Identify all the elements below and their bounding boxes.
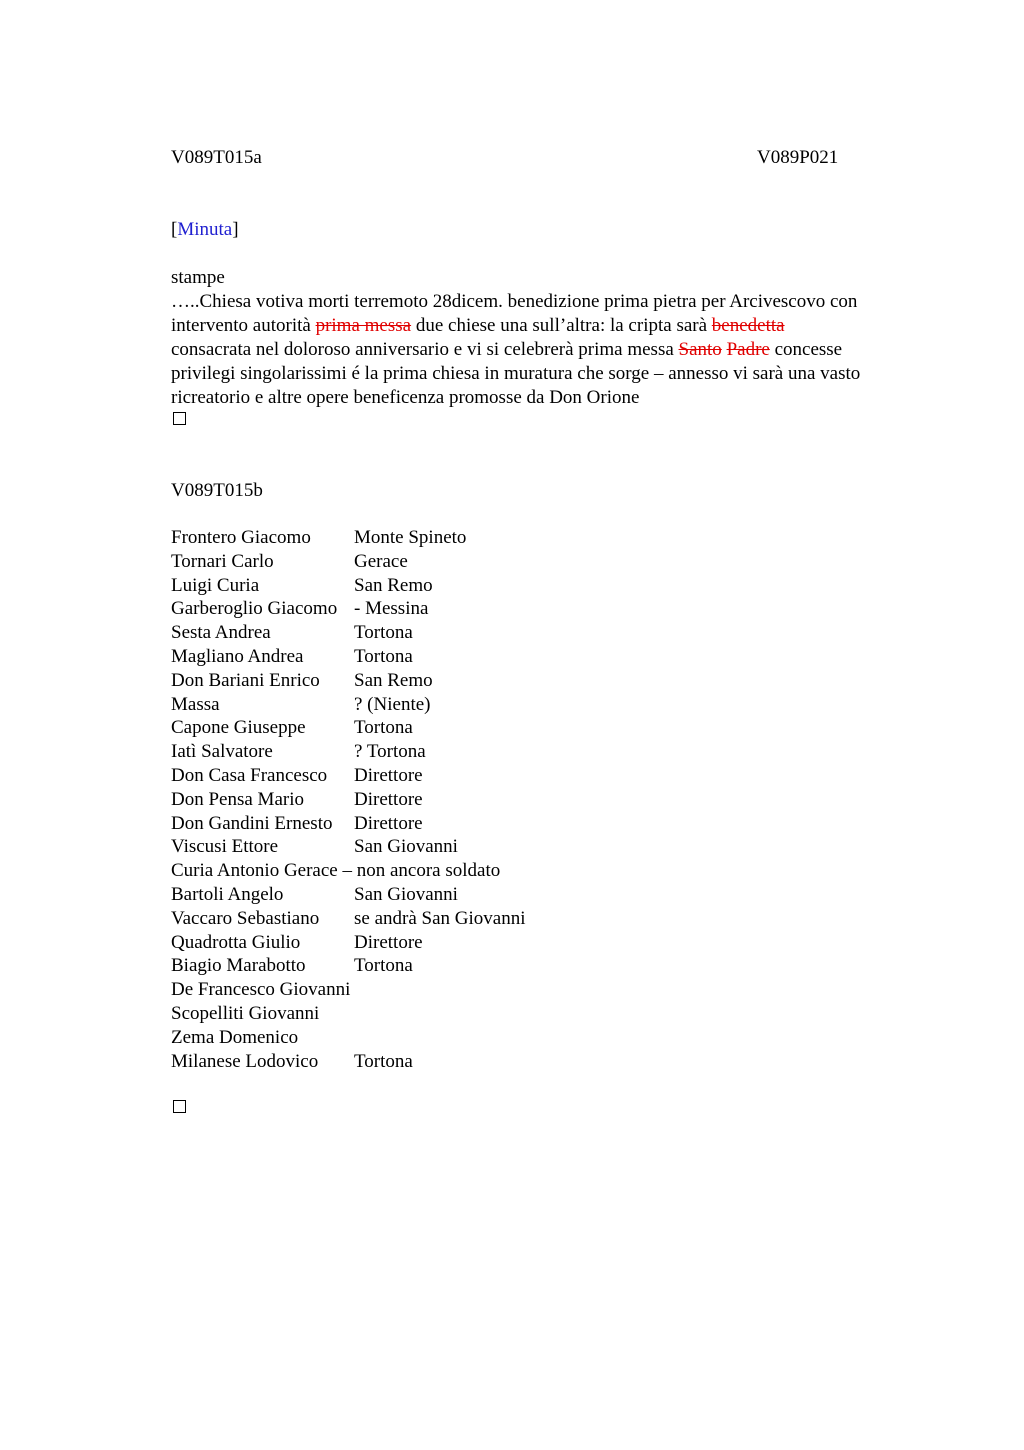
- deleted-text: prima messa: [315, 315, 412, 336]
- list-item-place: San Remo: [354, 574, 433, 596]
- document-code-right: V089P021: [757, 147, 839, 168]
- list-item-name: Luigi Curia: [171, 574, 260, 596]
- list-item-name: Frontero Giacomo: [171, 527, 311, 548]
- paragraph-line: [171, 314, 785, 338]
- list-item-name: Don Pensa Mario: [171, 788, 304, 810]
- list-item-place: - Messina: [354, 598, 429, 620]
- list-item-name: Bartoli Angelo: [171, 884, 284, 905]
- list-item-name: Tornari Carlo: [171, 550, 274, 572]
- list-item-name: Viscusi Ettore: [171, 836, 279, 858]
- minuta-label: [171, 218, 239, 242]
- list-item-name: Scopelliti Giovanni: [171, 1003, 320, 1024]
- deleted-text: benedetta: [711, 315, 785, 336]
- paragraph-line: [171, 338, 842, 362]
- bracket-close: ]: [232, 219, 239, 240]
- list-item-place: San Remo: [354, 669, 433, 691]
- list-item-place: Direttore: [354, 812, 423, 834]
- list-item-name: Curia Antonio Gerace – non ancora soldato: [171, 860, 501, 882]
- list-item-name: Don Bariani Enrico: [171, 669, 320, 691]
- square-glyph-icon: [173, 1100, 186, 1113]
- list-item-place: se andrà San Giovanni: [354, 907, 526, 929]
- document-code-left: V089T015a: [171, 147, 262, 168]
- deleted-text: Padre: [726, 339, 770, 360]
- bracket-open: [: [171, 219, 178, 240]
- list-item-name: Milanese Lodovico: [171, 1050, 319, 1072]
- list-item-name: Sesta Andrea: [171, 622, 271, 644]
- list-item-name: Iatì Salvatore: [171, 741, 273, 763]
- list-item-place: Tortona: [354, 717, 413, 739]
- list-item-place: Tortona: [354, 955, 413, 977]
- list-item-place: Monte Spineto: [354, 527, 467, 548]
- list-item-place: Direttore: [354, 765, 423, 786]
- list-item-place: Tortona: [354, 622, 413, 644]
- list-item-name: Garberoglio Giacomo: [171, 598, 338, 620]
- list-item-name: Don Casa Francesco: [171, 765, 328, 786]
- list-item-name: Zema Domenico: [171, 1026, 299, 1048]
- section-code: V089T015b: [171, 480, 263, 501]
- list-item-name: Vaccaro Sebastiano: [171, 907, 320, 929]
- list-item-place: Gerace: [354, 550, 408, 572]
- list-item-name: Quadrotta Giulio: [171, 931, 301, 953]
- list-item-place: San Giovanni: [354, 836, 458, 858]
- list-item-name: Biagio Marabotto: [171, 955, 306, 977]
- text-span: intervento autorità: [171, 315, 316, 336]
- text-span: due chiese una sull’altra: la cripta sarà: [411, 315, 712, 336]
- paragraph-line: privilegi singolarissimi é la prima chiesa in muratura che sorge – annesso vi sarà una vasto: [171, 363, 861, 384]
- list-item-name: Massa: [171, 693, 220, 715]
- section-heading: stampe: [171, 267, 225, 288]
- minuta-link[interactable]: Minuta: [177, 219, 233, 240]
- square-glyph-icon: [173, 412, 186, 425]
- deleted-text: Santo: [678, 339, 722, 360]
- list-item-place: Direttore: [354, 931, 423, 953]
- text-span: concesse: [769, 339, 843, 360]
- list-item-name: De Francesco Giovanni: [171, 979, 351, 1001]
- list-item-place: ? Tortona: [354, 741, 426, 763]
- list-item-place: Tortona: [354, 1050, 413, 1072]
- paragraph-line: …..Chiesa votiva morti terremoto 28dicem. benedizione prima pietra per Arcivescovo con: [171, 291, 858, 312]
- paragraph-line: ricreatorio e altre opere beneficenza promosse da Don Orione: [171, 387, 640, 408]
- list-item-name: Capone Giuseppe: [171, 717, 306, 739]
- list-item-place: ? (Niente): [354, 693, 431, 715]
- list-item-name: Don Gandini Ernesto: [171, 812, 333, 834]
- list-item-place: Direttore: [354, 788, 423, 810]
- list-item-place: San Giovanni: [354, 884, 458, 905]
- text-span: consacrata nel doloroso anniversario e vi si celebrerà prima messa: [171, 339, 679, 360]
- list-item-place: Tortona: [354, 646, 413, 667]
- list-item-name: Magliano Andrea: [171, 646, 304, 667]
